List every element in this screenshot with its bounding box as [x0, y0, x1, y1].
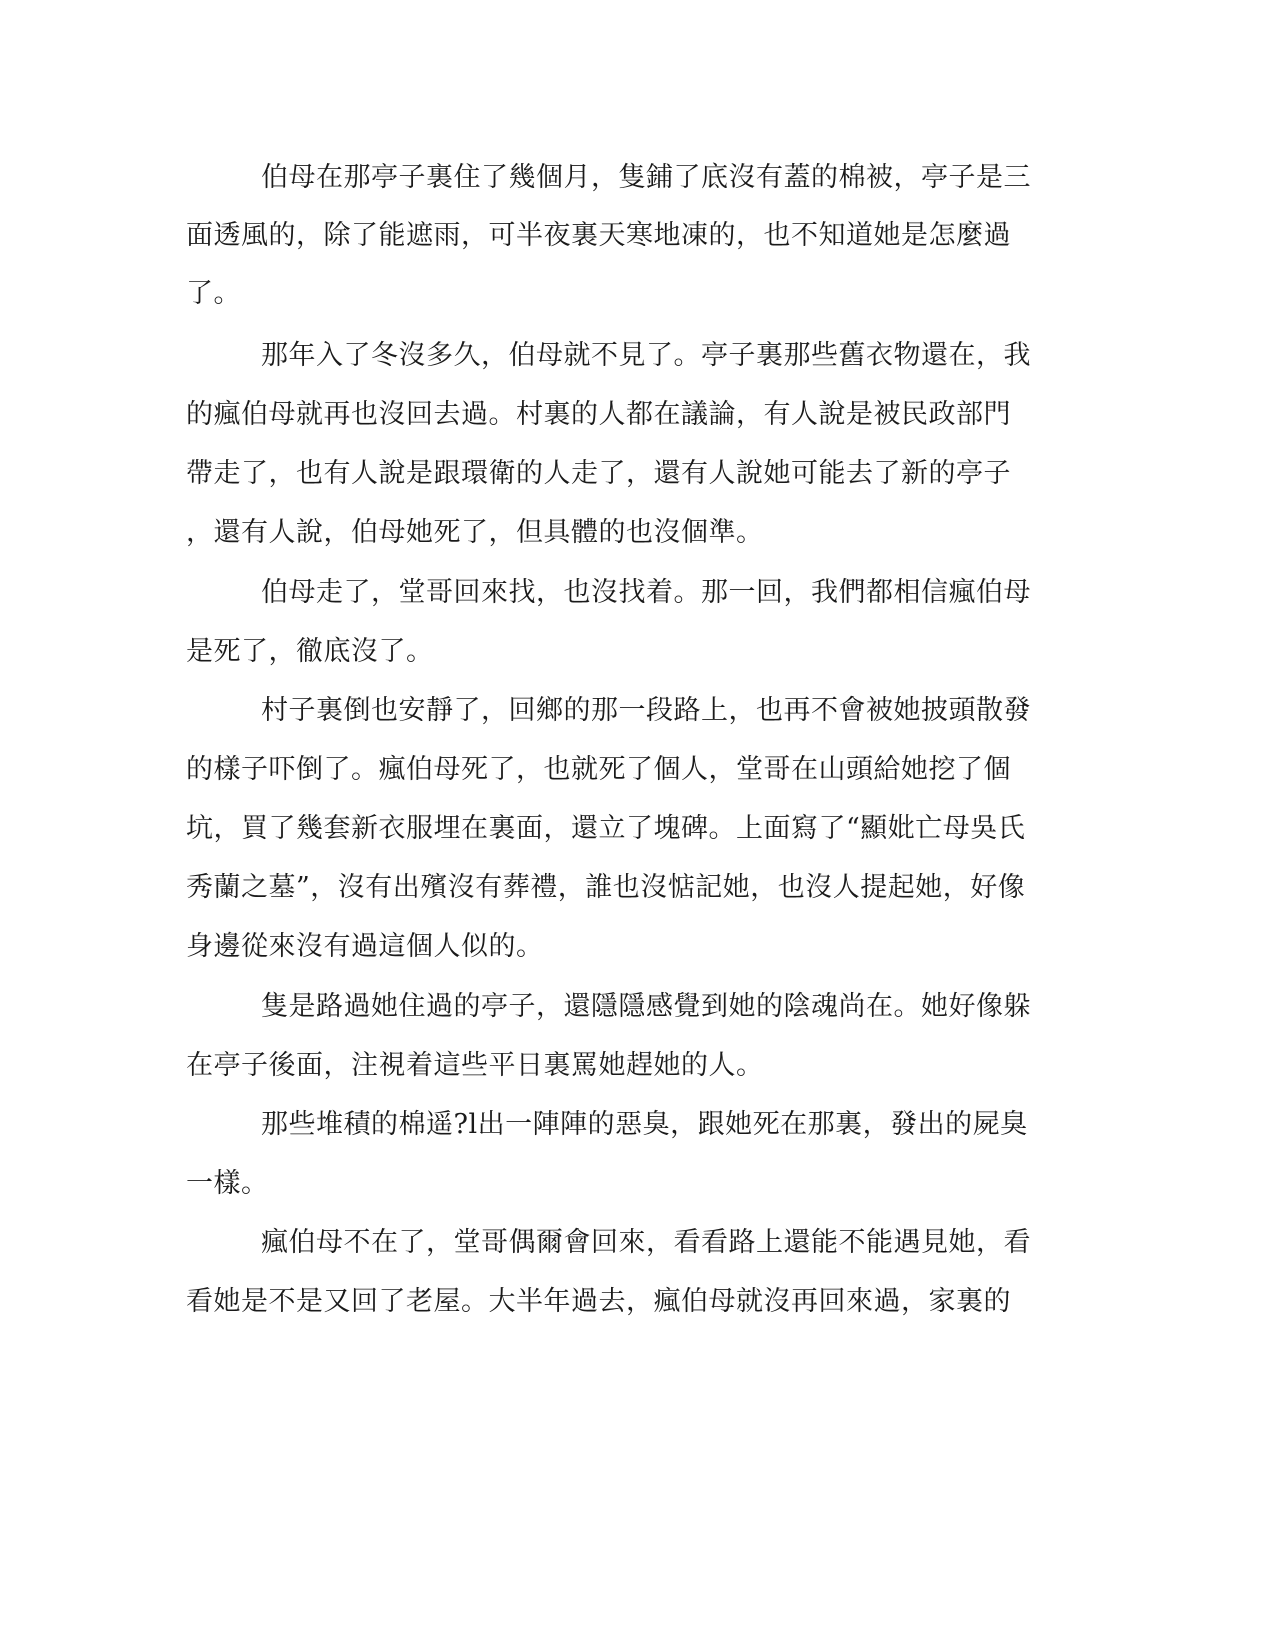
- paragraph-2-line-1: 那年入了冬沒多久，伯母就不見了。亭子裏那些舊衣物還在，我: [261, 340, 1031, 371]
- paragraph-5-line-2: 在亭子後面，注視着這些平日裏罵她趕她的人。: [186, 1050, 764, 1081]
- paragraph-4-line-2: 的樣子吓倒了。瘋伯母死了，也就死了個人，堂哥在山頭給她挖了個: [186, 754, 1011, 785]
- paragraph-6-line-2: 一樣。: [186, 1168, 269, 1199]
- paragraph-3-line-1: 伯母走了，堂哥回來找，也沒找着。那一回，我們都相信瘋伯母: [261, 577, 1031, 608]
- paragraph-3-line-2: 是死了，徹底沒了。: [186, 636, 434, 667]
- paragraph-4-line-4: 秀蘭之墓”，沒有出殯沒有葬禮，誰也沒惦記她，也沒人提起她，好像: [186, 872, 1026, 903]
- paragraph-2-line-3: 帶走了，也有人說是跟環衛的人走了，還有人說她可能去了新的亭子: [186, 458, 1011, 489]
- paragraph-6-line-1: 那些堆積的棉遥?l出一陣陣的惡臭，跟她死在那裏，發出的屍臭: [261, 1109, 1028, 1140]
- paragraph-4-line-5: 身邊從來沒有過這個人似的。: [186, 931, 544, 962]
- paragraph-4-line-1: 村子裏倒也安靜了，回鄉的那一段路上，也再不會被她披頭散發: [261, 695, 1031, 726]
- paragraph-5-line-1: 隻是路過她住過的亭子，還隱隱感覺到她的陰魂尚在。她好像躲: [261, 991, 1031, 1022]
- paragraph-1-line-2: 面透風的，除了能遮雨，可半夜裏天寒地凍的，也不知道她是怎麼過: [186, 220, 1011, 251]
- paragraph-4-line-3: 坑，買了幾套新衣服埋在裏面，還立了塊碑。上面寫了“顯妣亡母吳氏: [186, 813, 1026, 844]
- paragraph-7-line-2: 看她是不是又回了老屋。大半年過去，瘋伯母就沒再回來過，家裏的: [186, 1286, 1011, 1317]
- paragraph-2-line-4: ，還有人說，伯母她死了，但具體的也沒個準。: [186, 517, 764, 548]
- paragraph-1-line-1: 伯母在那亭子裏住了幾個月，隻鋪了底沒有蓋的棉被，亭子是三: [261, 162, 1031, 193]
- paragraph-2-line-2: 的瘋伯母就再也沒回去過。村裏的人都在議論，有人說是被民政部門: [186, 399, 1011, 430]
- paragraph-1-line-3: 了。: [186, 278, 241, 309]
- paragraph-7-line-1: 瘋伯母不在了，堂哥偶爾會回來，看看路上還能不能遇見她，看: [261, 1227, 1031, 1258]
